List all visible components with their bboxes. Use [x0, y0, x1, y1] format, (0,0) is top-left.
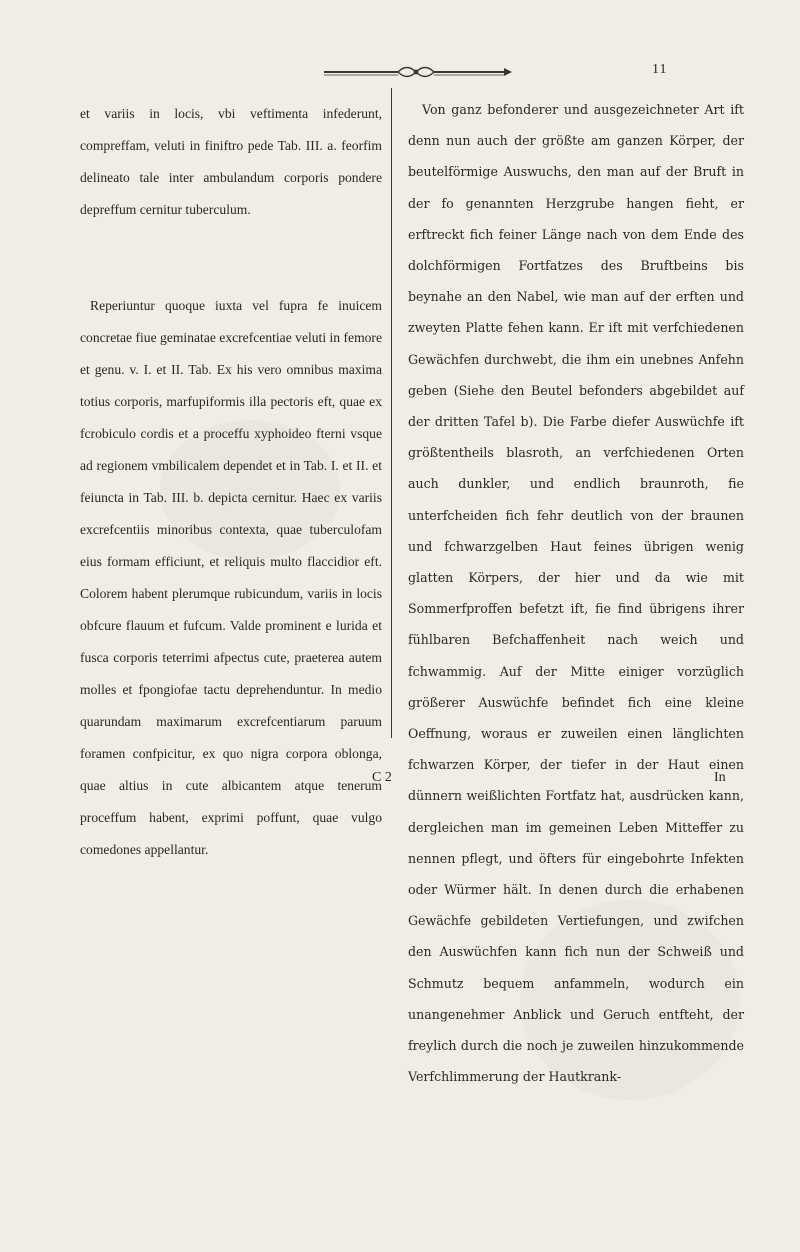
latin-paragraph: et variis in locis, vbi veftimenta infederunt, compreffam, veluti in finiftro pede Tab. III. a. feorfim delineato tale inter ambulandum corporis pondere depreffum cernitur tuberculum.	[80, 106, 382, 217]
signature-mark: C 2	[372, 770, 392, 785]
page-number: 11	[652, 62, 668, 77]
german-text-column	[408, 94, 744, 1093]
latin-text-column	[80, 98, 382, 866]
latin-paragraph: Reperiuntur quoque iuxta vel fupra fe inuicem concretae fiue geminatae excrefcentiae veluti in femore et genu. v. I. et II. Tab. Ex his vero omnibus maxima totius corporis, marfupiformis illa pectoris eft, quae ex fcrobiculo cordis et a proceffu xyphoideo fterni vsque ad regionem vmbilicalem dependet et in Tab. I. et II. et feiunctа in Tab. III. b. depicta cernitur. Haec ex variis excrefcentiis minoribus contexta, quae tuberculofam eius formam efficiunt, et reliquis multo flaccidior eft. Colorem habent plerumque rubicundum, variis in locis obfcure flauum et fufcum. Valde prominent e lurida et fusca corporis teterrimi afpectus cute, praeterea autem molles et fpongiofae tactu deprehenduntur. In medio quarundam maximarum excrefcentiarum paruum foramen confpicitur, ex quo nigra corpora oblonga, quae altius in cute albicantem atque tenerum proceffum habent, exprimi poffunt, quae vulgo comedones appellantur.	[80, 298, 382, 857]
column-divider	[391, 88, 392, 738]
german-paragraph: Von ganz befonderer und ausgezeichneter Art ift denn nun auch der größte am ganzen Körper, der beutelförmige Auswuchs, den man auf der Bruft in der fo genannten Herzgrube hangen fieht, er erftreckt fich feiner Länge nach von dem Ende des dolchförmigen Fortfatzes des Bruftbeins bis beynahe an den Nabel, wie man auf der erften und zweyten Platte fehen kann. Er ift mit verfchiedenen Gewächfen durchwebt, die ihm ein unebnes Anfehn geben (Siehe den Beutel befonders abgebildet auf der dritten Tafel b). Die Farbe diefer Auswüchfe ift größtentheils blasroth, an verfchiedenen Orten auch dunkler, und endlich braunroth, fie unterfcheiden fich fehr deutlich von der braunen und fchwarzgelben Haut feines übrigen wenig glatten Körpers, der hier und da wie mit Sommerfproffen befetzt ift, fie find übrigens ihrer fühlbaren Befchaffenheit nach weich und fchwammig. Auf der Mitte einiger vorzüglich größerer Auswüchfe befindet fich eine kleine Oeffnung, woraus er zuweilen einen länglichten fchwarzen Körper, der tiefer in der Haut einen dünnern weißlichten Fortfatz hat, ausdrücken kann, dergleichen man im gemeinen Leben Mitteffer zu nennen pflegt, und öfters für eingebohrte Infekten oder Würmer hält. In denen durch die erhabenen Gewächfe gebildeten Vertiefungen, und zwifchen den Auswüchfen kann fich nun der Schweiß und Schmutz bequem anfammeln, wodurch ein unangenehmer Anblick und Geruch entfteht, der freylich durch die noch je zuweilen hinzukommende Verfchlimmerung der Hautkrank-	[408, 102, 744, 1085]
header-ornament-icon	[318, 64, 514, 80]
catchword: In	[714, 770, 726, 785]
